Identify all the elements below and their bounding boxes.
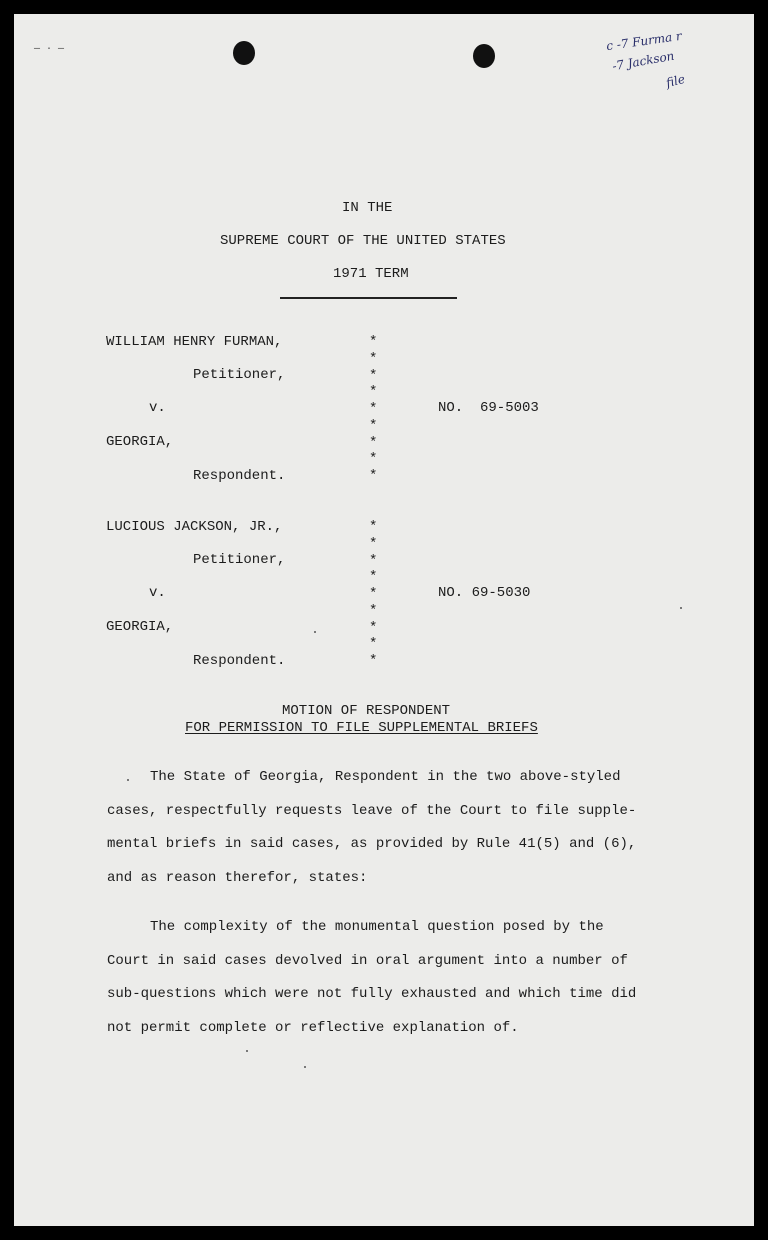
- case-number: NO. 69-5030: [438, 585, 531, 601]
- asterisk: *: [369, 401, 378, 417]
- paragraph-1: [107, 761, 687, 895]
- scan-speck: [304, 1066, 306, 1068]
- asterisk: *: [369, 586, 378, 602]
- asterisk: *: [369, 536, 378, 552]
- asterisk: *: [369, 468, 378, 484]
- asterisk: *: [369, 553, 378, 569]
- paragraph-line: not permit complete or reflective explanation of.: [107, 1019, 519, 1036]
- term: 1971 TERM: [333, 266, 409, 282]
- scan-speck: [680, 607, 682, 609]
- asterisk: *: [369, 569, 378, 585]
- asterisk: *: [369, 519, 378, 535]
- asterisk: *: [369, 603, 378, 619]
- asterisk: *: [369, 435, 378, 451]
- paragraph-2: [107, 911, 687, 1045]
- paragraph-line: cases, respectfully requests leave of the Court to file supple-: [107, 802, 637, 819]
- scan-speck: [314, 631, 316, 633]
- asterisk: *: [369, 451, 378, 467]
- case-number: NO. 69-5003: [438, 400, 539, 416]
- asterisk: *: [369, 636, 378, 652]
- versus: v.: [149, 400, 166, 416]
- court-prefix: IN THE: [342, 200, 393, 216]
- motion-title-line-2: FOR PERMISSION TO FILE SUPPLEMENTAL BRIEFS: [185, 720, 538, 736]
- caption-rule: [280, 297, 457, 299]
- scan-speck: [127, 779, 129, 781]
- petitioner-label: Petitioner,: [193, 367, 286, 383]
- paragraph-line: Court in said cases devolved in oral argument into a number of: [107, 952, 628, 969]
- respondent-name: GEORGIA,: [106, 619, 174, 635]
- asterisk: *: [369, 418, 378, 434]
- respondent-label: Respondent.: [193, 653, 286, 669]
- annotation-line-3: file: [664, 71, 687, 91]
- punch-hole-left: [233, 41, 255, 65]
- asterisk: *: [369, 368, 378, 384]
- annotation-line-1: c -7 Furma r: [605, 28, 683, 54]
- respondent-name: GEORGIA,: [106, 434, 174, 450]
- motion-title-line-1: MOTION OF RESPONDENT: [282, 703, 451, 719]
- petitioner-name: WILLIAM HENRY FURMAN,: [106, 334, 283, 350]
- petitioner-label: Petitioner,: [193, 552, 286, 568]
- paragraph-line: and as reason therefor, states:: [107, 869, 368, 886]
- asterisk: *: [369, 653, 378, 669]
- annotation-line-2: -7 Jackson: [611, 48, 676, 74]
- respondent-label: Respondent.: [193, 468, 286, 484]
- asterisk: *: [369, 351, 378, 367]
- paragraph-line: The complexity of the monumental question posed by the: [150, 919, 604, 935]
- paragraph-line: The State of Georgia, Respondent in the two above-styled: [150, 769, 621, 785]
- versus: v.: [149, 585, 166, 601]
- scan-speck: [246, 1050, 248, 1052]
- scan-mark: — · —: [34, 44, 65, 55]
- court-name: SUPREME COURT OF THE UNITED STATES: [220, 233, 506, 249]
- paragraph-line: mental briefs in said cases, as provided by Rule 41(5) and (6),: [107, 836, 637, 852]
- petitioner-name: LUCIOUS JACKSON, JR.,: [106, 519, 283, 535]
- asterisk: *: [369, 620, 378, 636]
- paragraph-line: sub-questions which were not fully exhausted and which time did: [107, 986, 637, 1002]
- asterisk: *: [369, 334, 378, 350]
- asterisk: *: [369, 384, 378, 400]
- punch-hole-right: [473, 44, 495, 68]
- document-page: [14, 14, 754, 1226]
